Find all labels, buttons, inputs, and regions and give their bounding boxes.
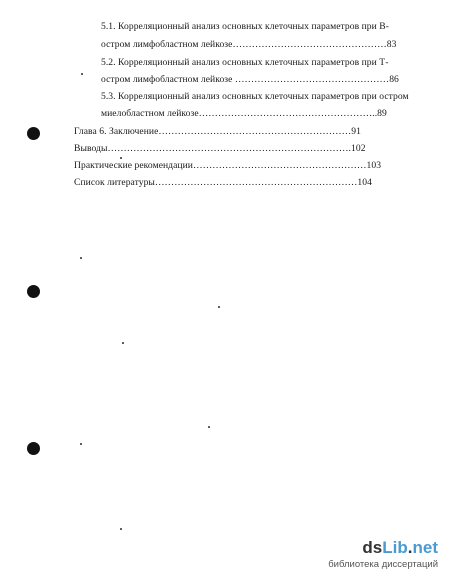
toc-entry-5-3-line1: 5.3. Корреляционный анализ основных клеточных параметров при остром [101,91,409,102]
watermark-subtitle: библиотека диссертаций [328,559,438,570]
toc-entry-5-2-line1: 5.2. Корреляционный анализ основных клеточных параметров при Т- [101,57,389,68]
toc-entry-references: Список литературы………………………………………………………104 [74,177,372,188]
scan-speck [120,157,122,159]
scan-speck [208,426,210,428]
toc-entry-5-3-line2: миелобластном лейкозе………………………………………………..89 [101,108,387,119]
binder-hole-top [27,127,40,140]
toc-entry-5-1-line2: остром лимфобластном лейкозе…………………………………………83 [101,39,397,50]
toc-entry-5-2-line2: остром лимфобластном лейкозе …………………………………………86 [101,74,399,85]
scan-speck [120,528,122,530]
scan-speck [122,342,124,344]
toc-entry-5-1-line1: 5.1. Корреляционный анализ основных клеточных параметров при В- [101,21,389,32]
binder-hole-middle [27,285,40,298]
scan-speck [218,306,220,308]
toc-entry-recommendations: Практические рекомендации………………………………………………103 [74,160,382,171]
scan-speck [81,73,83,75]
dslib-watermark [328,538,438,572]
binder-hole-bottom [27,442,40,455]
scan-speck [80,443,82,445]
toc-entry-conclusions: Выводы………………………………………………………………….102 [74,143,366,154]
toc-entry-chapter-6: Глава 6. Заключение……………………………………………………91 [74,126,361,137]
scan-speck [80,257,82,259]
watermark-logo: dsLib.net [362,538,438,557]
